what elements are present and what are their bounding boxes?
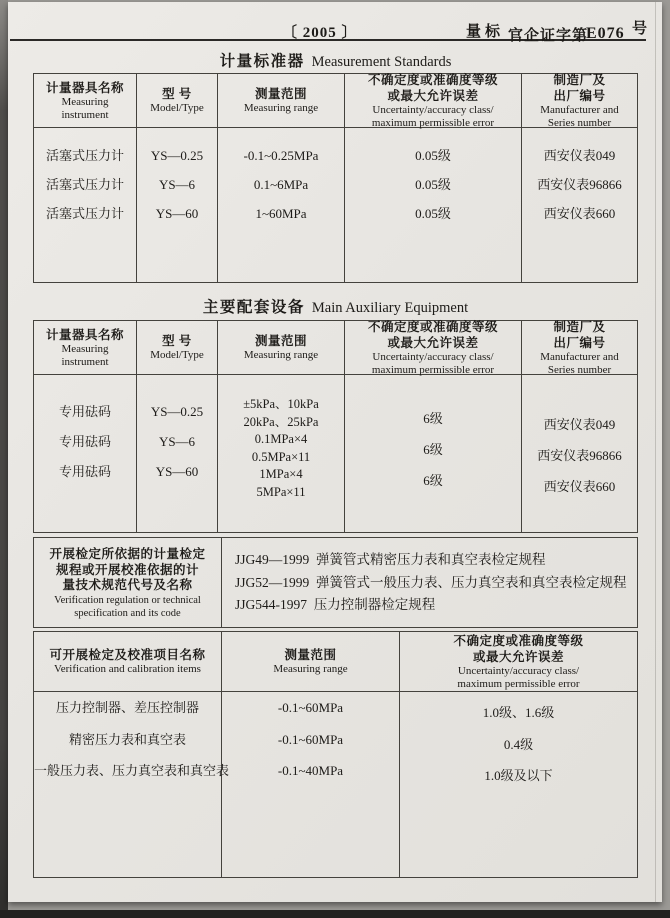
cell-range: -0.1~40MPa bbox=[277, 763, 344, 778]
header-en: Manufacturer and bbox=[540, 103, 619, 116]
header-en: Uncertainty/accuracy class/ bbox=[372, 350, 494, 363]
col-instrument bbox=[34, 128, 137, 282]
header-cell-accuracy bbox=[345, 74, 522, 127]
col-manufacturer bbox=[522, 128, 637, 282]
cell-range-line: 20kPa、25kPa bbox=[243, 414, 319, 429]
header-en: maximum permissible error bbox=[371, 116, 495, 129]
auxiliary-table bbox=[33, 320, 638, 533]
header-cell-range bbox=[222, 632, 400, 691]
col-model bbox=[137, 128, 218, 282]
standards-title-en: Measurement Standards bbox=[311, 54, 452, 70]
header-en: Model/Type bbox=[150, 349, 204, 361]
standards-table bbox=[33, 73, 638, 283]
auxiliary-table-header bbox=[34, 321, 637, 375]
cell-range-line: 1MPa×4 bbox=[259, 467, 303, 481]
regulation-item: JJG544-1997 压力控制器检定规程 bbox=[235, 597, 436, 612]
header-cell-accuracy bbox=[400, 632, 637, 691]
header-zh: 制造厂及 bbox=[553, 319, 606, 334]
header-cell-instrument bbox=[34, 74, 137, 127]
cell-instrument: 活塞式压力计 bbox=[45, 177, 124, 192]
regulations-label-en: Verification regulation or technical bbox=[54, 594, 201, 606]
cell-accuracy: 6级 bbox=[423, 411, 443, 426]
cell-accuracy: 0.4级 bbox=[503, 736, 534, 752]
header-en: Manufacturer and bbox=[540, 350, 619, 363]
header-zh: 测量范围 bbox=[284, 648, 337, 662]
header-en: Measuring instrument bbox=[61, 95, 109, 121]
cell-accuracy: 6级 bbox=[423, 473, 443, 488]
regulations-label bbox=[34, 538, 222, 627]
header-en: Uncertainty/accuracy class/ bbox=[457, 664, 580, 677]
cell-model: YS—6 bbox=[158, 177, 196, 192]
header-cell-range bbox=[218, 74, 345, 127]
auxiliary-table-body bbox=[34, 375, 637, 532]
auxiliary-section-title bbox=[33, 295, 638, 317]
header-cell-instrument bbox=[34, 321, 137, 374]
header-cell-manufacturer bbox=[522, 321, 637, 374]
header-cert-number: E076 bbox=[586, 25, 625, 42]
cell-range-line: 0.5MPa×11 bbox=[251, 449, 311, 464]
col-accuracy bbox=[400, 692, 637, 877]
cell-accuracy: 1.0级、1.6级 bbox=[482, 705, 555, 720]
standards-title-zh: 计量标准器 bbox=[219, 53, 305, 70]
items-table-body bbox=[34, 692, 637, 877]
cell-range-line: 0.1MPa×4 bbox=[254, 432, 308, 446]
header-zh: 型 号 bbox=[162, 334, 192, 348]
items-table-header bbox=[34, 632, 637, 692]
header-zh: 出厂编号 bbox=[553, 88, 606, 103]
col-items bbox=[34, 692, 230, 877]
header-cell-accuracy bbox=[345, 321, 522, 374]
cell-instrument: 专用砝码 bbox=[58, 464, 111, 479]
header-zh: 出厂编号 bbox=[553, 335, 606, 350]
regulations-label-zh: 规程或开展校准依据的计 bbox=[55, 562, 199, 577]
cell-model: YS—60 bbox=[155, 206, 199, 221]
cell-manufacturer: 西安仪表96866 bbox=[537, 177, 622, 192]
cell-item: 精密压力表和真空表 bbox=[68, 731, 186, 747]
cell-range: 1~60MPa bbox=[255, 206, 307, 221]
cell-instrument: 专用砝码 bbox=[58, 434, 111, 449]
regulations-label-zh: 开展检定所依据的计量检定 bbox=[49, 547, 206, 561]
auxiliary-title-zh: 主要配套设备 bbox=[202, 299, 305, 316]
cell-item: 压力控制器、差压控制器 bbox=[55, 700, 199, 715]
header-cell-items bbox=[34, 632, 222, 691]
cell-accuracy: 1.0级及以下 bbox=[484, 768, 553, 783]
regulations-list bbox=[222, 538, 637, 627]
cell-manufacturer: 西安仪表660 bbox=[543, 206, 616, 221]
cell-range-line: 5MPa×11 bbox=[256, 484, 306, 499]
regulation-item: JJG52—1999 弹簧管式一般压力表、压力真空表和真空表检定规程 bbox=[235, 574, 627, 590]
header-en: Measuring range bbox=[273, 663, 348, 675]
items-table bbox=[33, 631, 638, 878]
cell-item: 一般压力表、压力真空表和真空表 bbox=[34, 763, 230, 778]
header-en: maximum permissible error bbox=[371, 363, 495, 376]
header-zh: 测量范围 bbox=[254, 87, 307, 101]
cell-range: -0.1~0.25MPa bbox=[243, 148, 319, 163]
regulations-label-en: specification and its code bbox=[74, 608, 181, 619]
col-model bbox=[137, 375, 218, 532]
cell-instrument: 活塞式压力计 bbox=[45, 206, 124, 221]
scan-edge-left bbox=[0, 0, 8, 918]
header-zh: 型 号 bbox=[162, 87, 192, 101]
col-range bbox=[222, 692, 400, 877]
cell-accuracy: 0.05级 bbox=[415, 148, 451, 163]
header-en: Series number bbox=[547, 116, 612, 129]
header-en: maximum permissible error bbox=[457, 677, 580, 690]
cell-model: YS—0.25 bbox=[150, 148, 204, 163]
header-cert-prefix: 官企证字第 bbox=[508, 28, 589, 44]
header-en: Measuring range bbox=[243, 102, 319, 114]
standards-section-title bbox=[33, 49, 638, 71]
regulation-item: JJG49—1999 弹簧管式精密压力表和真空表检定规程 bbox=[235, 552, 546, 567]
cell-range-line: ±5kPa、10kPa bbox=[243, 397, 319, 411]
cell-model: YS—60 bbox=[155, 464, 199, 479]
header-en: Measuring range bbox=[243, 349, 319, 361]
cell-model: YS—0.25 bbox=[150, 404, 204, 419]
header-zh: 可开展检定及校准项目名称 bbox=[49, 648, 206, 662]
cell-instrument: 活塞式压力计 bbox=[45, 148, 124, 163]
col-accuracy bbox=[345, 375, 522, 532]
header-cell-manufacturer bbox=[522, 74, 637, 127]
header-zh: 不确定度或准确度等级 bbox=[367, 72, 498, 87]
header-cell-range bbox=[218, 321, 345, 374]
cell-range: 0.1~6MPa bbox=[253, 177, 309, 192]
header-en: Measuring instrument bbox=[61, 342, 109, 368]
header-en: Series number bbox=[547, 363, 612, 376]
header-en: Verification and calibration items bbox=[54, 663, 201, 675]
header-liangbiao: 量标 bbox=[466, 24, 505, 40]
header-cell-model bbox=[137, 74, 218, 127]
cell-accuracy: 0.05级 bbox=[415, 177, 451, 192]
header-en: Model/Type bbox=[150, 102, 204, 114]
header-zh: 或最大允许误差 bbox=[387, 88, 479, 103]
cell-instrument: 专用砝码 bbox=[58, 404, 111, 419]
header-zh: 计量器具名称 bbox=[45, 327, 124, 342]
cell-range: -0.1~60MPa bbox=[277, 731, 344, 747]
header-zh: 不确定度或准确度等级 bbox=[453, 633, 584, 648]
header-zh: 测量范围 bbox=[254, 334, 307, 348]
col-instrument bbox=[34, 375, 137, 532]
cell-range: -0.1~60MPa bbox=[277, 700, 344, 715]
cell-accuracy: 0.05级 bbox=[415, 206, 451, 221]
col-range bbox=[218, 375, 345, 532]
cell-manufacturer: 西安仪表96866 bbox=[537, 448, 622, 463]
cell-manufacturer: 西安仪表660 bbox=[543, 479, 616, 494]
header-year: 〔 2005 〕 bbox=[282, 25, 358, 41]
auxiliary-title-en: Main Auxiliary Equipment bbox=[311, 300, 469, 316]
regulations-block bbox=[33, 537, 638, 628]
cell-accuracy: 6级 bbox=[423, 442, 443, 457]
standards-table-header bbox=[34, 74, 637, 128]
header-zh: 或最大允许误差 bbox=[472, 649, 564, 664]
regulations-label-zh: 量技术规范代号及名称 bbox=[62, 578, 193, 592]
header-zh: 制造厂及 bbox=[553, 72, 606, 87]
col-range bbox=[218, 128, 345, 282]
document-paper bbox=[8, 2, 662, 902]
header-en: Uncertainty/accuracy class/ bbox=[372, 103, 494, 116]
header-cert-suffix: 号 bbox=[632, 21, 648, 37]
cell-manufacturer: 西安仪表049 bbox=[543, 148, 616, 163]
cell-manufacturer: 西安仪表049 bbox=[543, 417, 616, 432]
standards-table-body bbox=[34, 128, 637, 282]
header-cell-model bbox=[137, 321, 218, 374]
paper-crease bbox=[655, 2, 656, 902]
cell-model: YS—6 bbox=[158, 434, 196, 449]
header-zh: 计量器具名称 bbox=[45, 80, 124, 95]
col-accuracy bbox=[345, 128, 522, 282]
header-zh: 不确定度或准确度等级 bbox=[367, 319, 498, 334]
scan-edge-bottom bbox=[0, 910, 670, 918]
col-manufacturer bbox=[522, 375, 637, 532]
header-zh: 或最大允许误差 bbox=[387, 335, 479, 350]
